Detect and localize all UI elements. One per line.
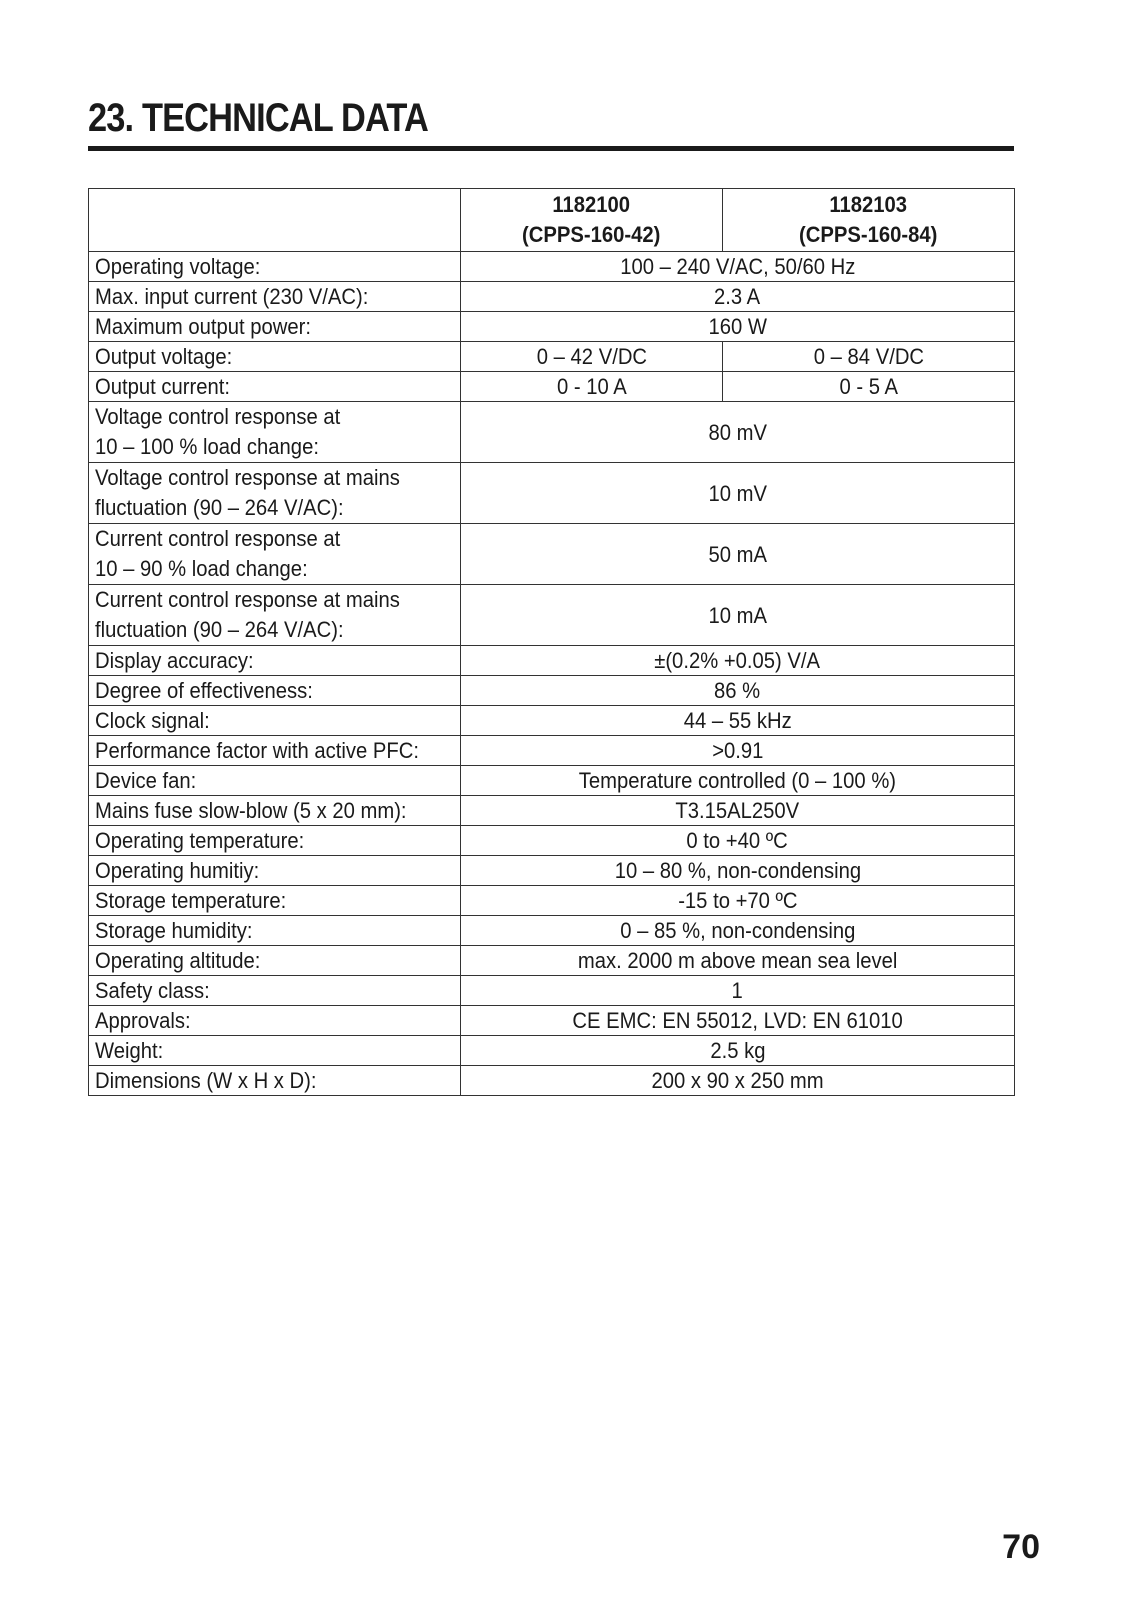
header-model-1182103 — [723, 189, 1015, 252]
table-row — [89, 946, 1015, 976]
table-row — [89, 886, 1015, 916]
table-row — [89, 402, 1015, 463]
row-label: Voltage control response at mains fluctuation (90 – 264 V/AC): — [89, 463, 461, 524]
page-number: 70 — [1002, 1528, 1040, 1566]
table-row — [89, 736, 1015, 766]
row-value-model-b: 0 – 84 V/DC — [723, 342, 1015, 372]
row-value-model-a: 0 – 42 V/DC — [461, 342, 723, 372]
heading-underline — [88, 146, 1014, 151]
table-row — [89, 676, 1015, 706]
row-label: Max. input current (230 V/AC): — [89, 282, 461, 312]
row-label: Approvals: — [89, 1006, 461, 1036]
header-empty-cell — [89, 189, 461, 252]
row-value-model-b: 0 - 5 A — [723, 372, 1015, 402]
row-value: 10 mA — [461, 585, 1015, 646]
row-value-model-a: 0 - 10 A — [461, 372, 723, 402]
technical-data-table — [88, 188, 1015, 1096]
table-header-row — [89, 189, 1015, 252]
row-value: 10 – 80 %, non-condensing — [461, 856, 1015, 886]
row-label: Device fan: — [89, 766, 461, 796]
row-value: 2.5 kg — [461, 1036, 1015, 1066]
header-model-1182100 — [461, 189, 723, 252]
row-value: T3.15AL250V — [461, 796, 1015, 826]
row-label: Weight: — [89, 1036, 461, 1066]
row-label: Operating humitiy: — [89, 856, 461, 886]
table-row — [89, 463, 1015, 524]
table-row — [89, 796, 1015, 826]
row-value: 80 mV — [461, 402, 1015, 463]
table-row — [89, 706, 1015, 736]
row-value: 100 – 240 V/AC, 50/60 Hz — [461, 252, 1015, 282]
row-value: max. 2000 m above mean sea level — [461, 946, 1015, 976]
table-row — [89, 856, 1015, 886]
table-row — [89, 342, 1015, 372]
row-value: CE EMC: EN 55012, LVD: EN 61010 — [461, 1006, 1015, 1036]
row-label: Mains fuse slow-blow (5 x 20 mm): — [89, 796, 461, 826]
table-row — [89, 916, 1015, 946]
row-value: 50 mA — [461, 524, 1015, 585]
section-heading: 23. TECHNICAL DATA — [88, 96, 429, 140]
row-label: Clock signal: — [89, 706, 461, 736]
row-label: Voltage control response at 10 – 100 % load change: — [89, 402, 461, 463]
table-row — [89, 585, 1015, 646]
row-value: 0 – 85 %, non-condensing — [461, 916, 1015, 946]
row-value: 2.3 A — [461, 282, 1015, 312]
row-value: 0 to +40 ºC — [461, 826, 1015, 856]
model-type: (CPPS-160-42) — [522, 222, 661, 247]
row-label: Dimensions (W x H x D): — [89, 1066, 461, 1096]
table-row — [89, 372, 1015, 402]
row-value: Temperature controlled (0 – 100 %) — [461, 766, 1015, 796]
table-row — [89, 312, 1015, 342]
table-row — [89, 524, 1015, 585]
table-row — [89, 1066, 1015, 1096]
row-value: 200 x 90 x 250 mm — [461, 1066, 1015, 1096]
row-value: -15 to +70 ºC — [461, 886, 1015, 916]
table-row — [89, 252, 1015, 282]
row-value: 10 mV — [461, 463, 1015, 524]
row-value: ±(0.2% +0.05) V/A — [461, 646, 1015, 676]
table-row — [89, 1036, 1015, 1066]
row-value: 86 % — [461, 676, 1015, 706]
row-value: >0.91 — [461, 736, 1015, 766]
row-label: Operating temperature: — [89, 826, 461, 856]
row-label: Current control response at mains fluctuation (90 – 264 V/AC): — [89, 585, 461, 646]
row-label: Safety class: — [89, 976, 461, 1006]
row-label: Operating voltage: — [89, 252, 461, 282]
row-label: Performance factor with active PFC: — [89, 736, 461, 766]
row-value: 44 – 55 kHz — [461, 706, 1015, 736]
table-row — [89, 282, 1015, 312]
row-label: Storage humidity: — [89, 916, 461, 946]
row-label: Degree of effectiveness: — [89, 676, 461, 706]
table-row — [89, 766, 1015, 796]
table-row — [89, 646, 1015, 676]
row-label: Maximum output power: — [89, 312, 461, 342]
row-label: Operating altitude: — [89, 946, 461, 976]
row-label: Output voltage: — [89, 342, 461, 372]
model-type: (CPPS-160-84) — [799, 222, 938, 247]
row-value: 160 W — [461, 312, 1015, 342]
row-label: Display accuracy: — [89, 646, 461, 676]
table-row — [89, 826, 1015, 856]
row-label: Output current: — [89, 372, 461, 402]
model-number: 1182103 — [829, 192, 908, 217]
row-label: Current control response at 10 – 90 % load change: — [89, 524, 461, 585]
table-row — [89, 1006, 1015, 1036]
table-row — [89, 976, 1015, 1006]
row-label: Storage temperature: — [89, 886, 461, 916]
row-value: 1 — [461, 976, 1015, 1006]
model-number: 1182100 — [552, 192, 631, 217]
